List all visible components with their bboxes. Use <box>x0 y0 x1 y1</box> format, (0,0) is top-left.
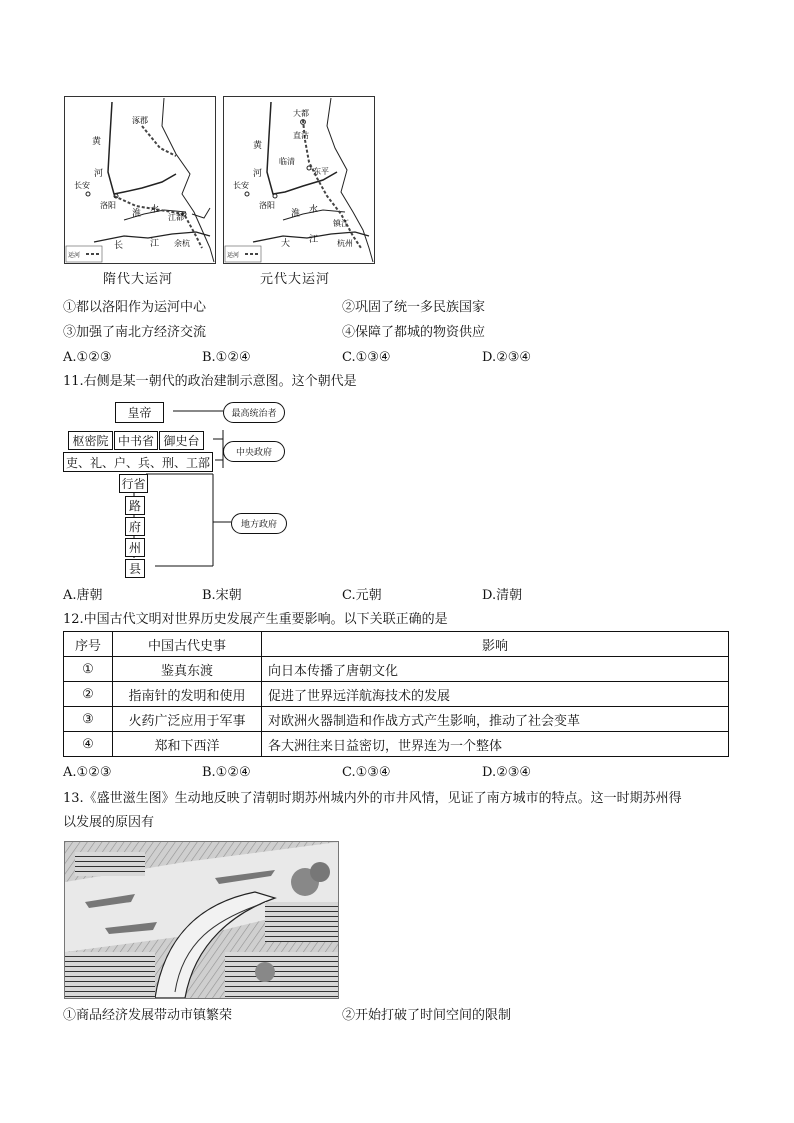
table-row <box>64 657 729 682</box>
org-chart-connectors <box>63 398 293 578</box>
map-label: 水 <box>309 205 319 215</box>
org-county: 县 <box>125 559 145 578</box>
q10-option-a[interactable]: A.①②③ <box>63 350 112 365</box>
q11-option-c[interactable]: C.元朝 <box>342 588 382 603</box>
q12-option-b[interactable]: B.①②④ <box>202 765 251 780</box>
header-impact: 影响 <box>262 632 729 657</box>
org-six-ministries: 吏、礼、户、兵、刑、工部 <box>63 452 213 472</box>
q13-stem-cont: 以发展的原因有 <box>63 815 155 830</box>
org-emperor: 皇帝 <box>115 402 164 423</box>
map-label: 江 <box>309 235 319 245</box>
org-oval-central: 中央政府 <box>223 441 285 462</box>
sui-map-caption: 隋代大运河 <box>103 272 174 287</box>
painting-image <box>64 841 339 999</box>
map-label: 余杭 <box>174 239 190 248</box>
q10-statement: ①都以洛阳作为运河中心 <box>63 300 207 315</box>
map-label: 直沽 <box>293 131 309 140</box>
map-label: 长安 <box>74 181 90 190</box>
org-oval-supreme: 最高统治者 <box>223 402 285 423</box>
q11-option-d[interactable]: D.清朝 <box>482 588 523 603</box>
q10-statement: ④保障了都城的物资供应 <box>342 325 486 340</box>
table-row <box>64 732 729 757</box>
q12-table <box>63 631 729 757</box>
q13-statement: ②开始打破了时间空间的限制 <box>342 1008 512 1023</box>
q10-option-b[interactable]: B.①②④ <box>202 350 251 365</box>
map-label: 东平 <box>313 167 329 176</box>
org-oval-local: 地方政府 <box>231 513 287 534</box>
table-row <box>64 707 729 732</box>
q10-statement: ②巩固了统一多民族国家 <box>342 300 486 315</box>
q12-option-c[interactable]: C.①③④ <box>342 765 391 780</box>
cell-event: 郑和下西洋 <box>113 732 262 757</box>
header-no: 序号 <box>64 632 113 657</box>
org-department: 州 <box>125 538 145 557</box>
map-label: 大 <box>281 239 291 249</box>
yuan-map-caption: 元代大运河 <box>260 272 331 287</box>
org-secretariat: 中书省 <box>114 431 158 450</box>
org-censorate: 御史台 <box>159 431 204 450</box>
cell-impact: 对欧洲火器制造和作战方式产生影响，推动了社会变革 <box>262 707 729 732</box>
map-label: 大都 <box>293 109 309 118</box>
sui-canal-map <box>64 96 216 264</box>
cell-impact: 促进了世界远洋航海技术的发展 <box>262 682 729 707</box>
map-label: 涿郡 <box>132 116 148 125</box>
map-label: 河 <box>253 169 263 179</box>
map-label: 运河 <box>227 252 240 259</box>
q11-stem: 11.右侧是某一朝代的政治建制示意图。这个朝代是 <box>63 374 357 389</box>
q10-option-d[interactable]: D.②③④ <box>482 350 532 365</box>
q10-option-c[interactable]: C.①③④ <box>342 350 391 365</box>
org-prefecture: 府 <box>125 517 145 536</box>
cell-event: 火药广泛应用于军事 <box>113 707 262 732</box>
q11-option-a[interactable]: A.唐朝 <box>63 588 103 603</box>
map-label: 河 <box>94 169 104 179</box>
cell-impact: 各大洲往来日益密切，世界连为一个整体 <box>262 732 729 757</box>
q12-option-a[interactable]: A.①②③ <box>63 765 112 780</box>
header-event: 中国古代史事 <box>113 632 262 657</box>
map-label: 淮 <box>291 209 301 219</box>
map-label: 江 <box>150 239 160 249</box>
q13-statement: ①商品经济发展带动市镇繁荣 <box>63 1008 233 1023</box>
q11-option-b[interactable]: B.宋朝 <box>202 588 242 603</box>
cell-no: ④ <box>64 732 113 757</box>
map-label: 运河 <box>68 252 81 259</box>
org-province: 行省 <box>119 474 148 493</box>
org-circuit: 路 <box>125 496 145 515</box>
cell-impact: 向日本传播了唐朝文化 <box>262 657 729 682</box>
map-label: 杭州 <box>337 239 353 248</box>
cell-no: ① <box>64 657 113 682</box>
map-label: 镇江 <box>333 219 349 228</box>
table-header-row <box>64 632 729 657</box>
cell-event: 指南针的发明和使用 <box>113 682 262 707</box>
map-label: 长 <box>114 241 124 251</box>
table-row <box>64 682 729 707</box>
map-label: 临清 <box>279 157 295 166</box>
q13-stem: 13.《盛世滋生图》生动地反映了清朝时期苏州城内外的市井风情，见证了南方城市的特点。这一时期苏州得 <box>63 791 682 806</box>
cell-event: 鉴真东渡 <box>113 657 262 682</box>
map-label: 淮 <box>132 209 142 219</box>
map-label: 长安 <box>233 181 249 190</box>
map-label: 水 <box>150 205 160 215</box>
q10-statement: ③加强了南北方经济交流 <box>63 325 207 340</box>
q12-option-d[interactable]: D.②③④ <box>482 765 532 780</box>
map-label: 洛阳 <box>259 201 275 210</box>
org-privy-council: 枢密院 <box>68 431 113 450</box>
map-label: 黄 <box>92 137 102 147</box>
cell-no: ③ <box>64 707 113 732</box>
q12-stem: 12.中国古代文明对世界历史发展产生重要影响。以下关联正确的是 <box>63 612 448 627</box>
map-label: 洛阳 <box>100 201 116 210</box>
yuan-canal-map <box>223 96 375 264</box>
map-label: 黄 <box>253 141 263 151</box>
cell-no: ② <box>64 682 113 707</box>
map-label: 江都 <box>168 213 184 222</box>
